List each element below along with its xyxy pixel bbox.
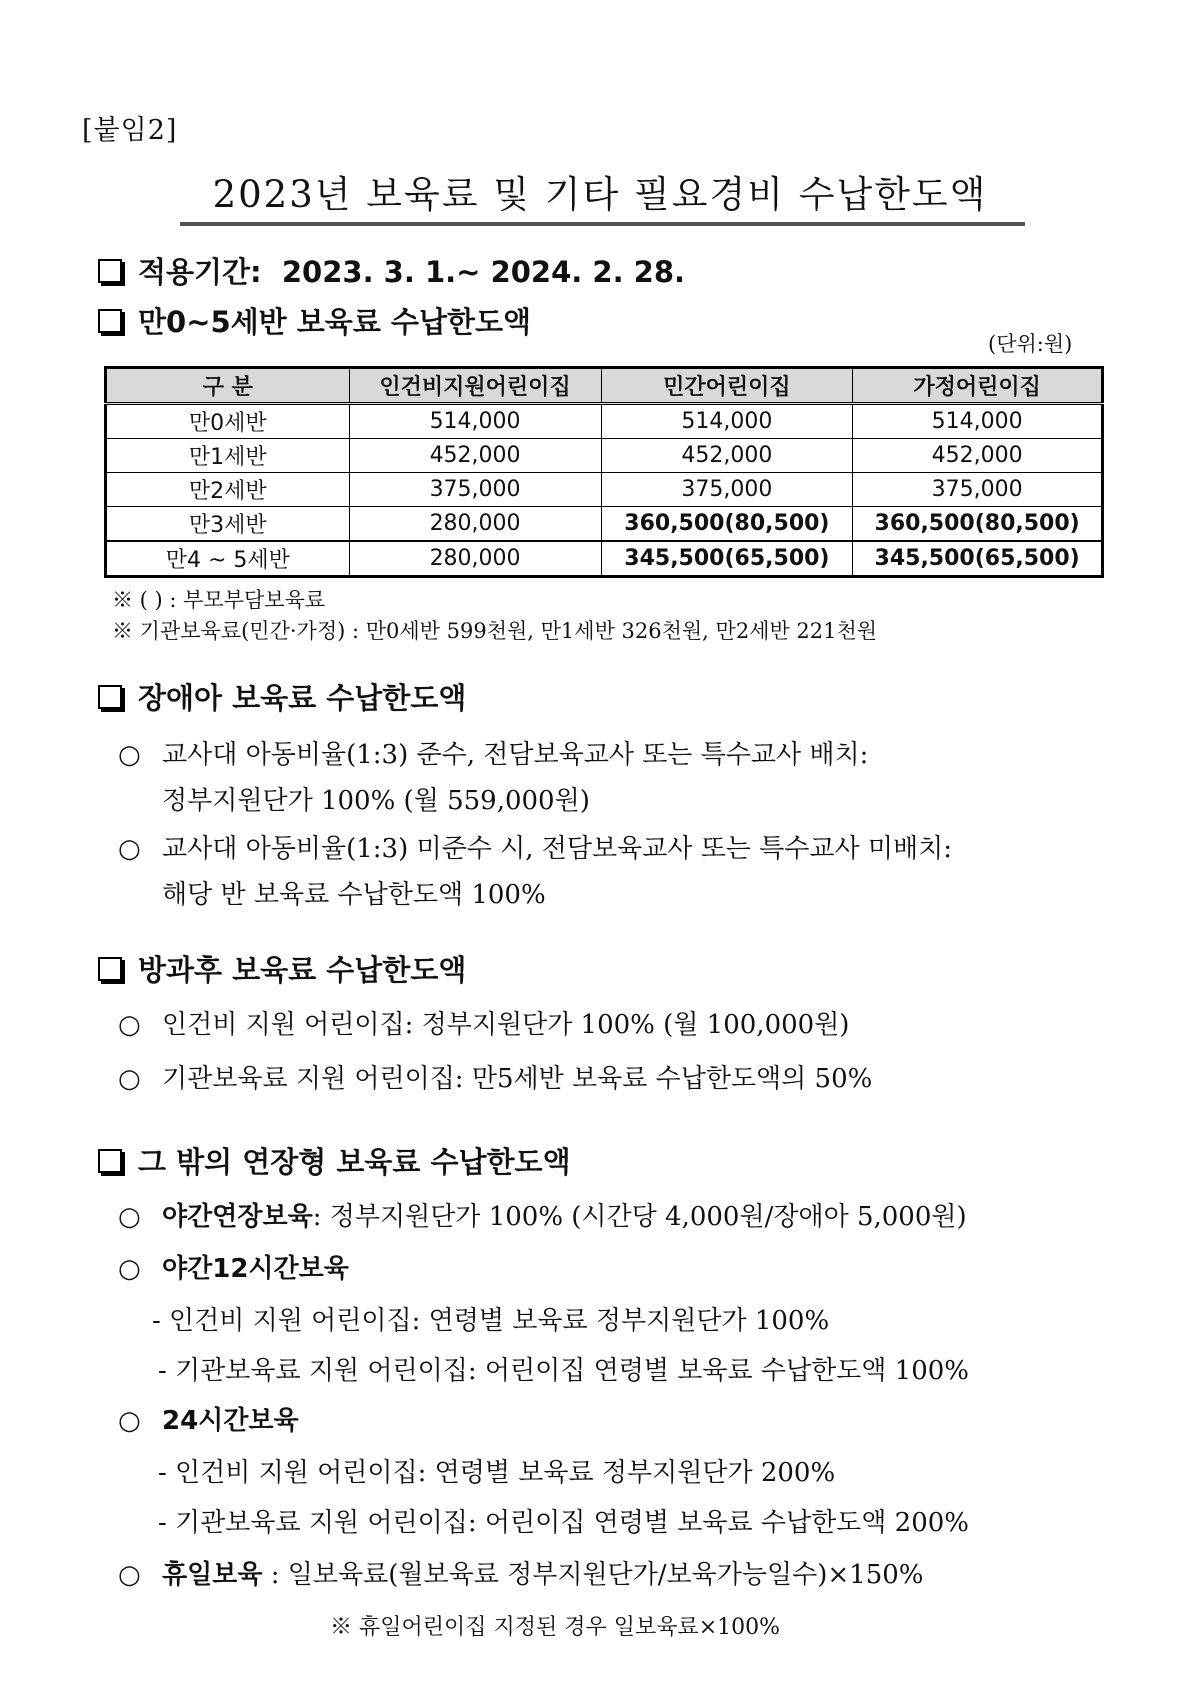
table-cell: 360,500(80,500) <box>853 507 1103 542</box>
table-row <box>106 404 1103 439</box>
fee-table <box>104 366 1104 578</box>
table-cell: 375,000 <box>853 473 1103 507</box>
checkbox-square-icon <box>98 1149 122 1173</box>
list-item: ○ 인건비 지원 어린이집: 정부지원단가 100% (월 100,000원) <box>118 1010 850 1040</box>
circle-bullet-icon: ○ <box>118 1406 141 1436</box>
table-cell: 514,000 <box>601 404 853 439</box>
section-heading-fees: 만0~5세반 보육료 수납한도액 <box>98 300 531 341</box>
table-cell: 280,000 <box>349 507 601 542</box>
table-cell: 514,000 <box>853 404 1103 439</box>
circle-bullet-icon: ○ <box>118 1254 141 1284</box>
sub-item: - 기관보육료 지원 어린이집: 어린이집 연령별 보육료 수납한도액 200% <box>158 1508 970 1538</box>
table-row <box>106 507 1103 542</box>
table-cell: 280,000 <box>349 541 601 577</box>
circle-bullet-icon: ○ <box>118 1064 141 1094</box>
section-heading-afterschool: 방과후 보육료 수납한도액 <box>98 948 466 989</box>
circle-bullet-icon: ○ <box>118 834 141 864</box>
sub-item: - 기관보육료 지원 어린이집: 어린이집 연령별 보육료 수납한도액 100% <box>158 1356 970 1386</box>
table-cell: 만1세반 <box>106 439 350 473</box>
period-value: 2023. 3. 1.~ 2024. 2. 28. <box>281 255 686 289</box>
item-label: 야간연장보육 <box>162 1202 313 1232</box>
table-row <box>106 541 1103 577</box>
table-cell: 514,000 <box>349 404 601 439</box>
table-note: ※ ( ) : 부모부담보육료 <box>112 588 326 612</box>
table-cell: 만2세반 <box>106 473 350 507</box>
sub-item: - 인건비 지원 어린이집: 연령별 보육료 정부지원단가 100% <box>152 1306 830 1336</box>
item-label: 휴일보육 <box>162 1560 263 1590</box>
table-note: ※ 기관보육료(민간·가정) : 만0세반 599천원, 만1세반 326천원, 만2세반 221천원 <box>112 619 878 643</box>
circle-bullet-icon: ○ <box>118 1202 141 1232</box>
circle-bullet-icon: ○ <box>118 740 141 770</box>
table-row <box>106 473 1103 507</box>
table-cell: 452,000 <box>601 439 853 473</box>
list-item <box>118 1400 299 1437</box>
list-item: ○ 기관보육료 지원 어린이집: 만5세반 보육료 수납한도액의 50% <box>118 1064 873 1094</box>
table-cell: 375,000 <box>349 473 601 507</box>
period-label: 적용기간: <box>138 255 262 289</box>
checkbox-square-icon <box>98 259 122 283</box>
header-home: 가정어린이집 <box>853 368 1103 404</box>
list-item: ○ 교사대 아동비율(1:3) 미준수 시, 전담보육교사 또는 특수교사 미배치: <box>118 834 953 864</box>
unit-label: (단위:원) <box>988 332 1073 356</box>
table-row <box>106 439 1103 473</box>
section-heading-disabled: 장애아 보육료 수납한도액 <box>98 676 466 717</box>
table-cell: 452,000 <box>349 439 601 473</box>
table-cell: 만0세반 <box>106 404 350 439</box>
list-item: ○ 교사대 아동비율(1:3) 준수, 전담보육교사 또는 특수교사 배치: <box>118 740 869 770</box>
header-labor-support: 인건비지원어린이집 <box>349 368 601 404</box>
table-header-row <box>106 368 1103 404</box>
holiday-footnote: ※ 휴일어린이집 지정된 경우 일보육료×100% <box>330 1615 781 1640</box>
checkbox-square-icon <box>98 685 122 709</box>
document-title: 2023년 보육료 및 기타 필요경비 수납한도액 <box>212 173 988 216</box>
circle-bullet-icon: ○ <box>118 1010 141 1040</box>
header-category: 구 분 <box>106 368 350 404</box>
list-item: ○ 야간연장보육: 정부지원단가 100% (시간당 4,000원/장애아 5,000원) <box>118 1202 967 1232</box>
table-cell: 만3세반 <box>106 507 350 542</box>
circle-bullet-icon: ○ <box>118 1560 141 1590</box>
header-private: 민간어린이집 <box>601 368 853 404</box>
table-cell: 375,000 <box>601 473 853 507</box>
section-heading-extended: 그 밖의 연장형 보육료 수납한도액 <box>98 1140 571 1181</box>
list-item-continuation: 정부지원단가 100% (월 559,000원) <box>162 786 590 816</box>
table-cell: 452,000 <box>853 439 1103 473</box>
table-cell: 만4 ~ 5세반 <box>106 541 350 577</box>
table-cell: 345,500(65,500) <box>853 541 1103 577</box>
item-label: 야간12시간보육 <box>162 1254 349 1284</box>
attachment-label: [붙임2] <box>82 115 178 146</box>
list-item-continuation: 해당 반 보육료 수납한도액 100% <box>162 880 546 910</box>
table-cell: 360,500(80,500) <box>601 507 853 542</box>
checkbox-square-icon <box>98 309 122 333</box>
title-underline <box>180 222 1025 226</box>
checkbox-square-icon <box>98 957 122 981</box>
sub-item: - 인건비 지원 어린이집: 연령별 보육료 정부지원단가 200% <box>158 1458 836 1488</box>
item-label: 24시간보육 <box>162 1406 299 1436</box>
table-cell: 345,500(65,500) <box>601 541 853 577</box>
period-line <box>98 250 685 291</box>
list-item: ○ 휴일보육 : 일보육료(월보육료 정부지원단가/보육가능일수)×150% <box>118 1560 924 1590</box>
list-item <box>118 1248 349 1285</box>
